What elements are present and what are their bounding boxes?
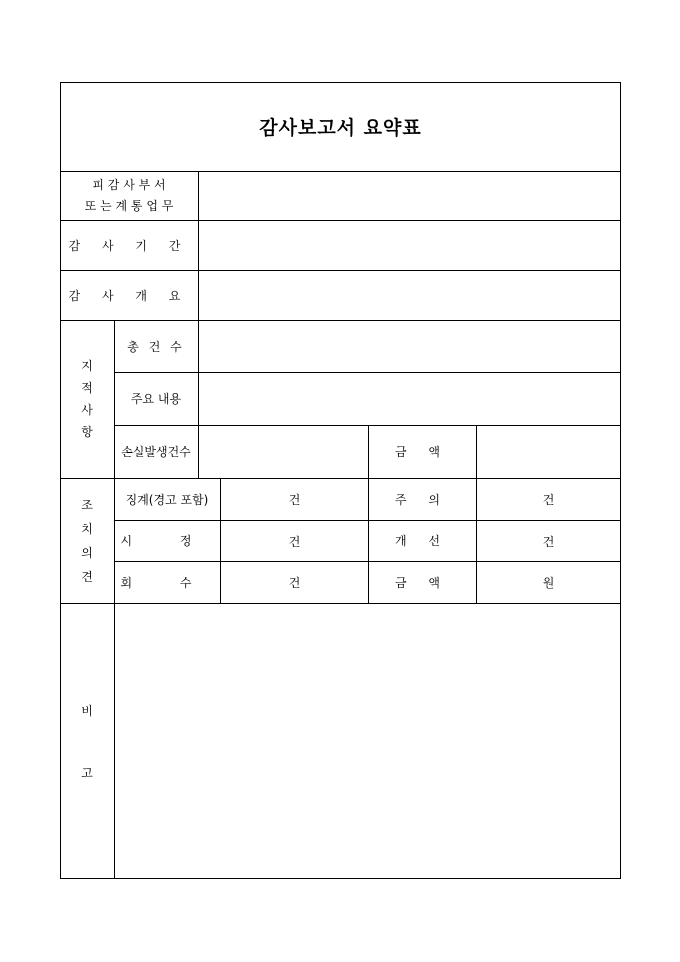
remarks-label-2: 고: [81, 765, 93, 780]
recovery-count[interactable]: 건: [288, 576, 301, 590]
loss-count-label: 손실발생건수: [121, 445, 191, 459]
border-right: [620, 82, 621, 879]
loss-amount-value[interactable]: [477, 426, 620, 478]
correction-label: 시 정: [120, 534, 214, 548]
audit-period-label: 감 사 기 간: [68, 238, 190, 253]
audit-overview-value[interactable]: [199, 271, 620, 320]
findings-char: 지: [81, 359, 93, 373]
discipline-count[interactable]: 건: [288, 493, 301, 507]
remarks-value[interactable]: [115, 604, 620, 878]
page-title: 감사보고서 요약표: [259, 117, 422, 139]
discipline-label: 징계(경고 포함): [125, 492, 209, 507]
audited-dept-line-2: 또 는 계 통 업 무: [84, 198, 174, 213]
total-count-value[interactable]: [199, 321, 620, 372]
recovery-amount-label: 금 액: [395, 575, 449, 590]
actions-char: 치: [81, 521, 93, 536]
main-content-label: 주요 내용: [130, 392, 182, 406]
border-bottom: [60, 878, 621, 879]
loss-count-value[interactable]: [199, 426, 368, 478]
actions-char: 조: [81, 497, 93, 512]
warning-count[interactable]: 건: [542, 493, 555, 507]
recovery-label: 회 수: [120, 575, 214, 590]
improvement-label: 개 선: [395, 534, 449, 548]
total-count-label: 총 건 수: [127, 339, 185, 354]
findings-char: 사: [81, 403, 93, 417]
main-content-value[interactable]: [199, 373, 620, 425]
audited-dept-line-1: 피 감 사 부 서: [92, 177, 166, 192]
audit-period-value[interactable]: [199, 221, 620, 270]
improvement-count[interactable]: 건: [542, 534, 555, 549]
correction-count[interactable]: 건: [288, 534, 301, 549]
actions-char: 견: [81, 569, 93, 584]
audited-dept-value[interactable]: [199, 172, 620, 220]
findings-char: 항: [81, 425, 93, 439]
audit-summary-form: [60, 82, 621, 879]
findings-group-label: [60, 320, 114, 478]
recovery-amount-value[interactable]: 원: [542, 576, 555, 590]
audited-dept-label: [60, 171, 198, 220]
loss-amount-label: 금 액: [395, 445, 449, 459]
audit-overview-label: 감 사 개 요: [68, 288, 190, 303]
findings-char: 적: [81, 381, 93, 395]
remarks-label-1: 비: [81, 703, 93, 718]
warning-label: 주 의: [395, 492, 449, 507]
actions-group-label: [60, 478, 114, 603]
actions-char: 의: [81, 545, 93, 560]
